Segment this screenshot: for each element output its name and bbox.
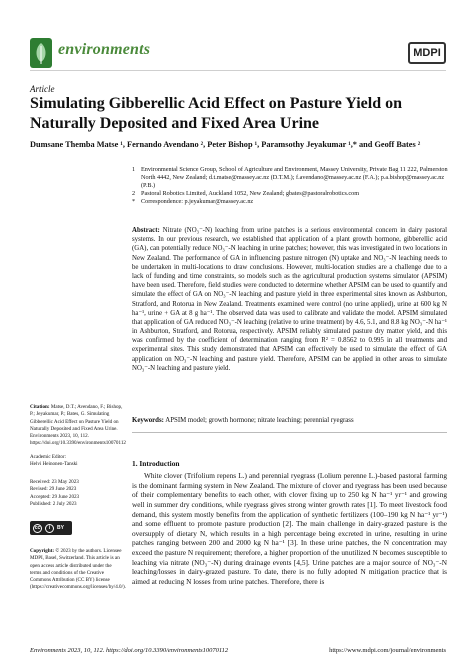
keywords [132,416,447,425]
header-divider [30,70,446,71]
affiliation-number: * [132,198,136,206]
editor-name: Helvi Heinonen-Tanski [30,461,78,468]
affiliation-number: 1 [132,166,136,173]
publication-dates [30,479,124,508]
cc-license-badge[interactable] [30,521,72,535]
affiliation-text: Pastoral Robotics Limited, Auckland 1052, New Zealand; gbates@pastoralrobotics.com [141,190,360,198]
cc-by-label: BY [57,525,64,531]
copyright-text[interactable]: © 2023 by the authors. Licensee MDPI, Basel, Switzerland. This article is an open access article distributed under the terms and conditions of the Creative Commons Attribution (CC BY) license (https://creativecommons.org/licenses/by/4.0/). [30,548,126,591]
leaf-icon [30,38,52,68]
citation-text[interactable]: Matse, D.T.; Avendano, F.; Bishop, P.; Jeyakumar, P.; Bates, G. Simulating Gibberellic Acid Effect on Pasture Yield on Naturally Deposited and Fixed Area Urine. Environments 2023, 10, 112. https://doi.org/10.3390/environments10070112 [30,404,126,447]
affiliation-number: 2 [132,190,136,198]
affiliation-item [132,190,452,198]
article-title: Simulating Gibberellic Acid Effect on Pasture Yield on Naturally Deposited and Fixed Area Urine [30,95,402,132]
section-heading: 1. Introduction [132,459,180,468]
affiliations [132,166,452,206]
revised-date: Revised: 29 June 2023 [30,486,77,493]
academic-editor [30,454,124,469]
keywords-text: APSIM model; growth hormone; nitrate leaching; perennial ryegrass [165,417,354,424]
abstract-label: Abstract: [132,227,160,234]
person-icon: i [45,524,54,533]
author-list: Dumsane Themba Matse ¹, Fernando Avendano ², Peter Bishop ¹, Paramsothy Jeyakumar ¹,* and Geoff Bates ² [30,140,421,149]
abstract [132,226,447,373]
footer-citation[interactable]: Environments 2023, 10, 112. https://doi.org/10.3390/environments10070112 [30,647,229,654]
introduction-text [132,471,447,587]
article-type: Article [30,84,55,94]
published-date: Published: 2 July 2023 [30,500,77,507]
copyright [30,548,124,592]
footer-url[interactable]: https://www.mdpi.com/journal/environments [329,647,446,654]
correspondence [132,198,452,206]
editor-label: Academic Editor: [30,454,67,460]
accepted-date: Accepted: 29 June 2023 [30,493,80,500]
received-date: Received: 23 May 2023 [30,479,79,485]
journal-name[interactable]: environments [58,41,151,58]
journal-logo [30,38,52,68]
page-footer [30,647,446,654]
copyright-label: Copyright: [30,548,55,554]
citation-label: Citation: [30,404,50,410]
section-divider [132,432,447,433]
publisher-logo[interactable]: MDPI [408,42,446,64]
affiliation-text: Environmental Science Group, School of Agriculture and Environment, Massey University, Private Bag 11 222, Palmerston North 4442, New Zealand; d.t.matse@massey.ac.nz (D.T.M.); f.avendano@massey.ac.nz (F.A.); p.a.bishop@massey.ac.nz (P.B.) [141,166,448,190]
affiliation-item [132,166,452,190]
correspondence-text[interactable]: Correspondence: p.jeyakumar@massey.ac.nz [141,198,254,206]
keywords-label: Keywords: [132,417,164,424]
cc-icon: cc [34,525,41,531]
abstract-text: Nitrate (NO₃⁻-N) leaching from urine patches is a serious environmental concern in dairy pastoral systems. In our previous research, we established that application of a plant growth hormone, gibberellic acid (GA), can potentially reduce NO₃⁻-N leaching in urine patches; however, this was investigated in two locations in New Zealand. The performance of GA in influencing pasture nitrogen (N) uptake and NO₃⁻-N leaching needs to be undertaken in multi-locations to draw conclusions. However, multi-location studies are a challenge due to a lack of funding and time constraints, so models such as the agricultural production systems simulator (APSIM) have been used. Therefore, field studies were conducted to determine whether APSIM can be used to quantify and simulate the effect of GA on NO₃⁻-N leaching and pasture yield in three experimental sites known as Ashburton, Stratford, and Rotorua in New Zealand. Treatments examined were control (no urine applied), urine at 600 kg N ha⁻¹, urine + GA at 8 g ha⁻¹. The observed data was used to calibrate and validate the model. APSIM simulated that application of GA reduced NO₃⁻-N leaching (relative to urine treatment) by 4.6, 5.1, and 8.8 kg NO₃⁻-N ha⁻¹ in Ashburton, Stratford, and Rotorua, respectively. APSIM reliably simulated pasture dry matter yield, and this was confirmed by the coefficient of determination ranging from R² = 0.8562 to 0.995 in all treatments and experimental sites. This study demonstrated that APSIM can effectively be used to simulate the effect of GA application on NO₃⁻-N leaching and pasture yield. Therefore, APSIM can be applied in other areas to simulate NO₃⁻-N leaching and pasture yield. [132,227,448,372]
introduction-paragraph: White clover (Trifolium repens L.) and perennial ryegrass (Lolium perenne L.)-based pastoral farming is the dominant farming system in New Zealand. The mixture of clover and ryegrass has been used because of their complementary benefits to each other, with clover fixing up to 250 kg N ha⁻¹ yr⁻¹ and growing well in summer dry conditions, while ryegrass gives strong winter growth rates [1]. To meet livestock food demand, this system mostly benefits from the application of synthetic fertilizers (100–190 kg N ha⁻¹ yr⁻¹) and some effluent to promote pasture production [2]. The main challenge in dairy-grazed pasture is the oversupply of dietary N, which results in a high percentage being excreted in urine, resulting in urine patches ranging between 200 and 2000 kg N ha⁻¹ [3]. In these urine patches, the N concentration may exceed the pasture N requirement; therefore, a higher proportion of the unutilized N becomes susceptible to leaching via nitrate (NO₃⁻-N) during drainage events [4,5]. Urine patches are a major source of NO₃⁻-N leaching/losses in dairy-grazed pasture. To date, there is no fully adopted N mitigation practice that is aimed at reducing N losses from urine patches. Therefore, there is [132,471,447,586]
citation [30,404,124,448]
